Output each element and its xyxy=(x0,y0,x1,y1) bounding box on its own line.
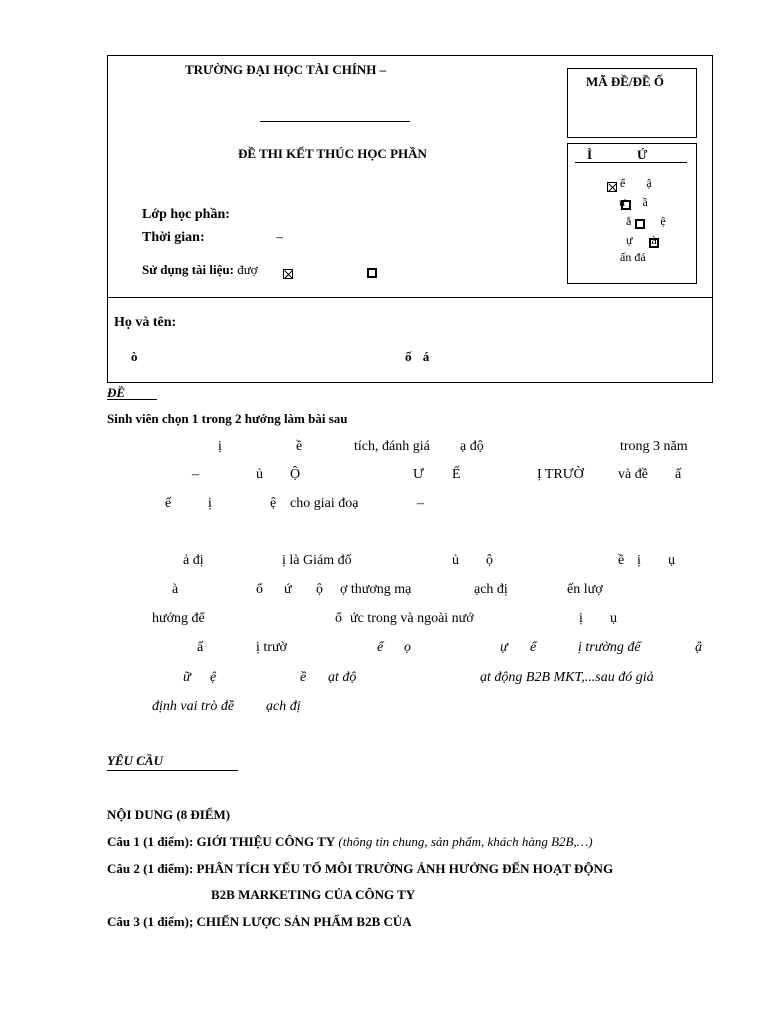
p2-l3-c: ức trong và ngoài nướ xyxy=(350,611,474,626)
question-3-label: Câu 3 (1 điểm); xyxy=(107,914,194,929)
question-2-label: Câu 2 (1 điểm): xyxy=(107,861,194,876)
question-3-title: CHIẾN LƯỢC SẢN PHẨM B2B CỦA xyxy=(196,914,412,929)
header-divider xyxy=(107,297,713,298)
format-option-3-text: ắ ệ xyxy=(626,214,666,228)
format-option-1-text: ể ậ xyxy=(620,176,652,190)
question-2 xyxy=(107,861,613,877)
p2-l5-e: ạt động B2B MKT,...sau đó giả xyxy=(480,670,654,685)
p2-l4-h: ậ xyxy=(695,640,702,655)
p2-l2-f: ạch đị xyxy=(474,582,508,597)
de-heading-underline xyxy=(107,399,157,400)
student-name-label: Họ và tên: xyxy=(114,315,177,330)
p1-l2-b: ủ xyxy=(256,467,263,482)
question-1-title: GIỚI THIỆU CÔNG TY xyxy=(196,834,336,849)
p2-l1-d: ộ xyxy=(486,553,493,568)
content-heading: NỘI DUNG (8 ĐIỂM) xyxy=(107,807,231,822)
p2-l1-a: ả đị xyxy=(183,553,204,568)
p2-l2-a: à xyxy=(172,582,179,597)
question-2-title-line2: B2B MARKETING CỦA CÔNG TY xyxy=(211,887,416,902)
p2-l6-a: định vai trò đề xyxy=(152,699,235,714)
format-title-left: Ì xyxy=(587,147,593,162)
p2-l4-b: ị trườ xyxy=(256,640,287,655)
p1-l2-f: Ị TRƯỜ xyxy=(537,467,584,482)
p2-l3-d: ị xyxy=(579,611,583,626)
de-heading: ĐỀ xyxy=(107,385,126,400)
p2-l6-b: ạch đị xyxy=(266,699,301,714)
p2-l4-d: ọ xyxy=(404,640,411,655)
p1-l1-c: tích, đánh giá xyxy=(354,439,430,454)
p2-l5-c: ề xyxy=(300,670,307,685)
university-underline xyxy=(260,121,410,122)
exam-title: ĐỀ THI KẾT THÚC HỌC PHẦN xyxy=(238,146,427,161)
p2-l2-d: ộ xyxy=(316,582,323,597)
p1-l2-d: Ư xyxy=(413,467,424,482)
p2-l2-c: ứ xyxy=(284,582,292,597)
p1-l2-a: – xyxy=(192,467,199,482)
question-1-label: Câu 1 (1 điểm): xyxy=(107,834,194,849)
p2-l4-c: ể xyxy=(377,640,384,655)
student-row2-left: ò xyxy=(131,349,138,364)
materials-allowed: đượ xyxy=(237,262,258,277)
p1-l1-d: ạ độ xyxy=(460,439,484,454)
requirements-underline xyxy=(107,770,238,771)
instruction: Sinh viên chọn 1 trong 2 hướng làm bài sau xyxy=(107,411,348,426)
class-label: Lớp học phần: xyxy=(142,207,230,222)
p1-l1-b: ề xyxy=(296,439,303,454)
format-option-4-text-line2: ấn đá xyxy=(620,250,646,264)
p1-l2-e: Ế xyxy=(452,467,461,482)
format-title-right: Ứ xyxy=(637,147,648,162)
p2-l5-a: ữ xyxy=(183,670,191,685)
p2-l1-e: ề xyxy=(618,553,625,568)
materials-row xyxy=(142,262,258,278)
question-2-title-line1: PHÂN TÍCH YẾU TỐ MÔI TRƯỜNG ẢNH HƯỞNG ĐẾN HOẠT ĐỘNG xyxy=(196,861,614,876)
p2-l3-a: hướng để xyxy=(152,611,205,626)
time-label: Thời gian: xyxy=(142,230,205,245)
p1-l1-e: trong 3 năm xyxy=(620,439,688,454)
p1-l2-c: Ộ xyxy=(290,467,301,482)
p2-l4-e: ự xyxy=(500,640,508,655)
p2-l1-f: ị xyxy=(637,553,641,568)
materials-label: Sử dụng tài liệu: xyxy=(142,262,234,277)
p2-l1-b: ị là Giám đố xyxy=(282,553,352,568)
p1-l3-e: – xyxy=(417,496,424,511)
format-option-1-checkbox[interactable] xyxy=(607,182,617,192)
format-option-2-text: ự ầ xyxy=(619,195,648,209)
p2-l2-g: ến lượ xyxy=(567,582,603,597)
p1-l3-c: ệ xyxy=(270,496,277,511)
materials-not-allowed-checkbox[interactable] xyxy=(367,268,377,278)
p2-l2-e: ợ thương mạ xyxy=(340,582,412,597)
question-1 xyxy=(107,834,593,850)
time-dash: – xyxy=(276,230,283,245)
p2-l4-f: ể xyxy=(530,640,537,655)
university-name: TRƯỜNG ĐẠI HỌC TÀI CHÍNH – xyxy=(185,62,387,77)
p2-l1-c: ủ xyxy=(452,553,459,568)
p2-l3-e: ụ xyxy=(610,611,617,626)
question-1-note: (thông tin chung, sản phẩm, khách hàng B2B,…) xyxy=(338,834,593,849)
p2-l1-g: ụ xyxy=(668,553,675,568)
p2-l2-b: ổ xyxy=(256,582,263,597)
exam-code-label: MÃ ĐỀ/ĐỀ Ố xyxy=(586,74,664,89)
materials-allowed-checkbox[interactable] xyxy=(283,269,293,279)
requirements-heading: YÊU CẦU xyxy=(107,753,163,768)
question-3 xyxy=(107,914,412,930)
p1-l1-a: ị xyxy=(218,439,222,454)
p1-l3-d: cho giai đoạ xyxy=(290,496,359,511)
p1-l3-a: ế xyxy=(165,496,172,511)
format-title-underline xyxy=(575,162,687,163)
student-row2-right: ố á xyxy=(405,349,430,364)
format-option-4-text: ự à xyxy=(626,233,657,247)
p2-l5-d: ạt độ xyxy=(328,670,357,685)
p2-l4-a: ấ xyxy=(197,640,204,655)
p1-l2-g: và đề xyxy=(618,467,648,482)
p2-l4-g: ị trường để xyxy=(578,640,641,655)
p1-l3-b: ị xyxy=(208,496,212,511)
p1-l2-h: ấ xyxy=(675,467,682,482)
p2-l5-b: ệ xyxy=(210,670,217,685)
p2-l3-b: ổ xyxy=(335,611,342,626)
